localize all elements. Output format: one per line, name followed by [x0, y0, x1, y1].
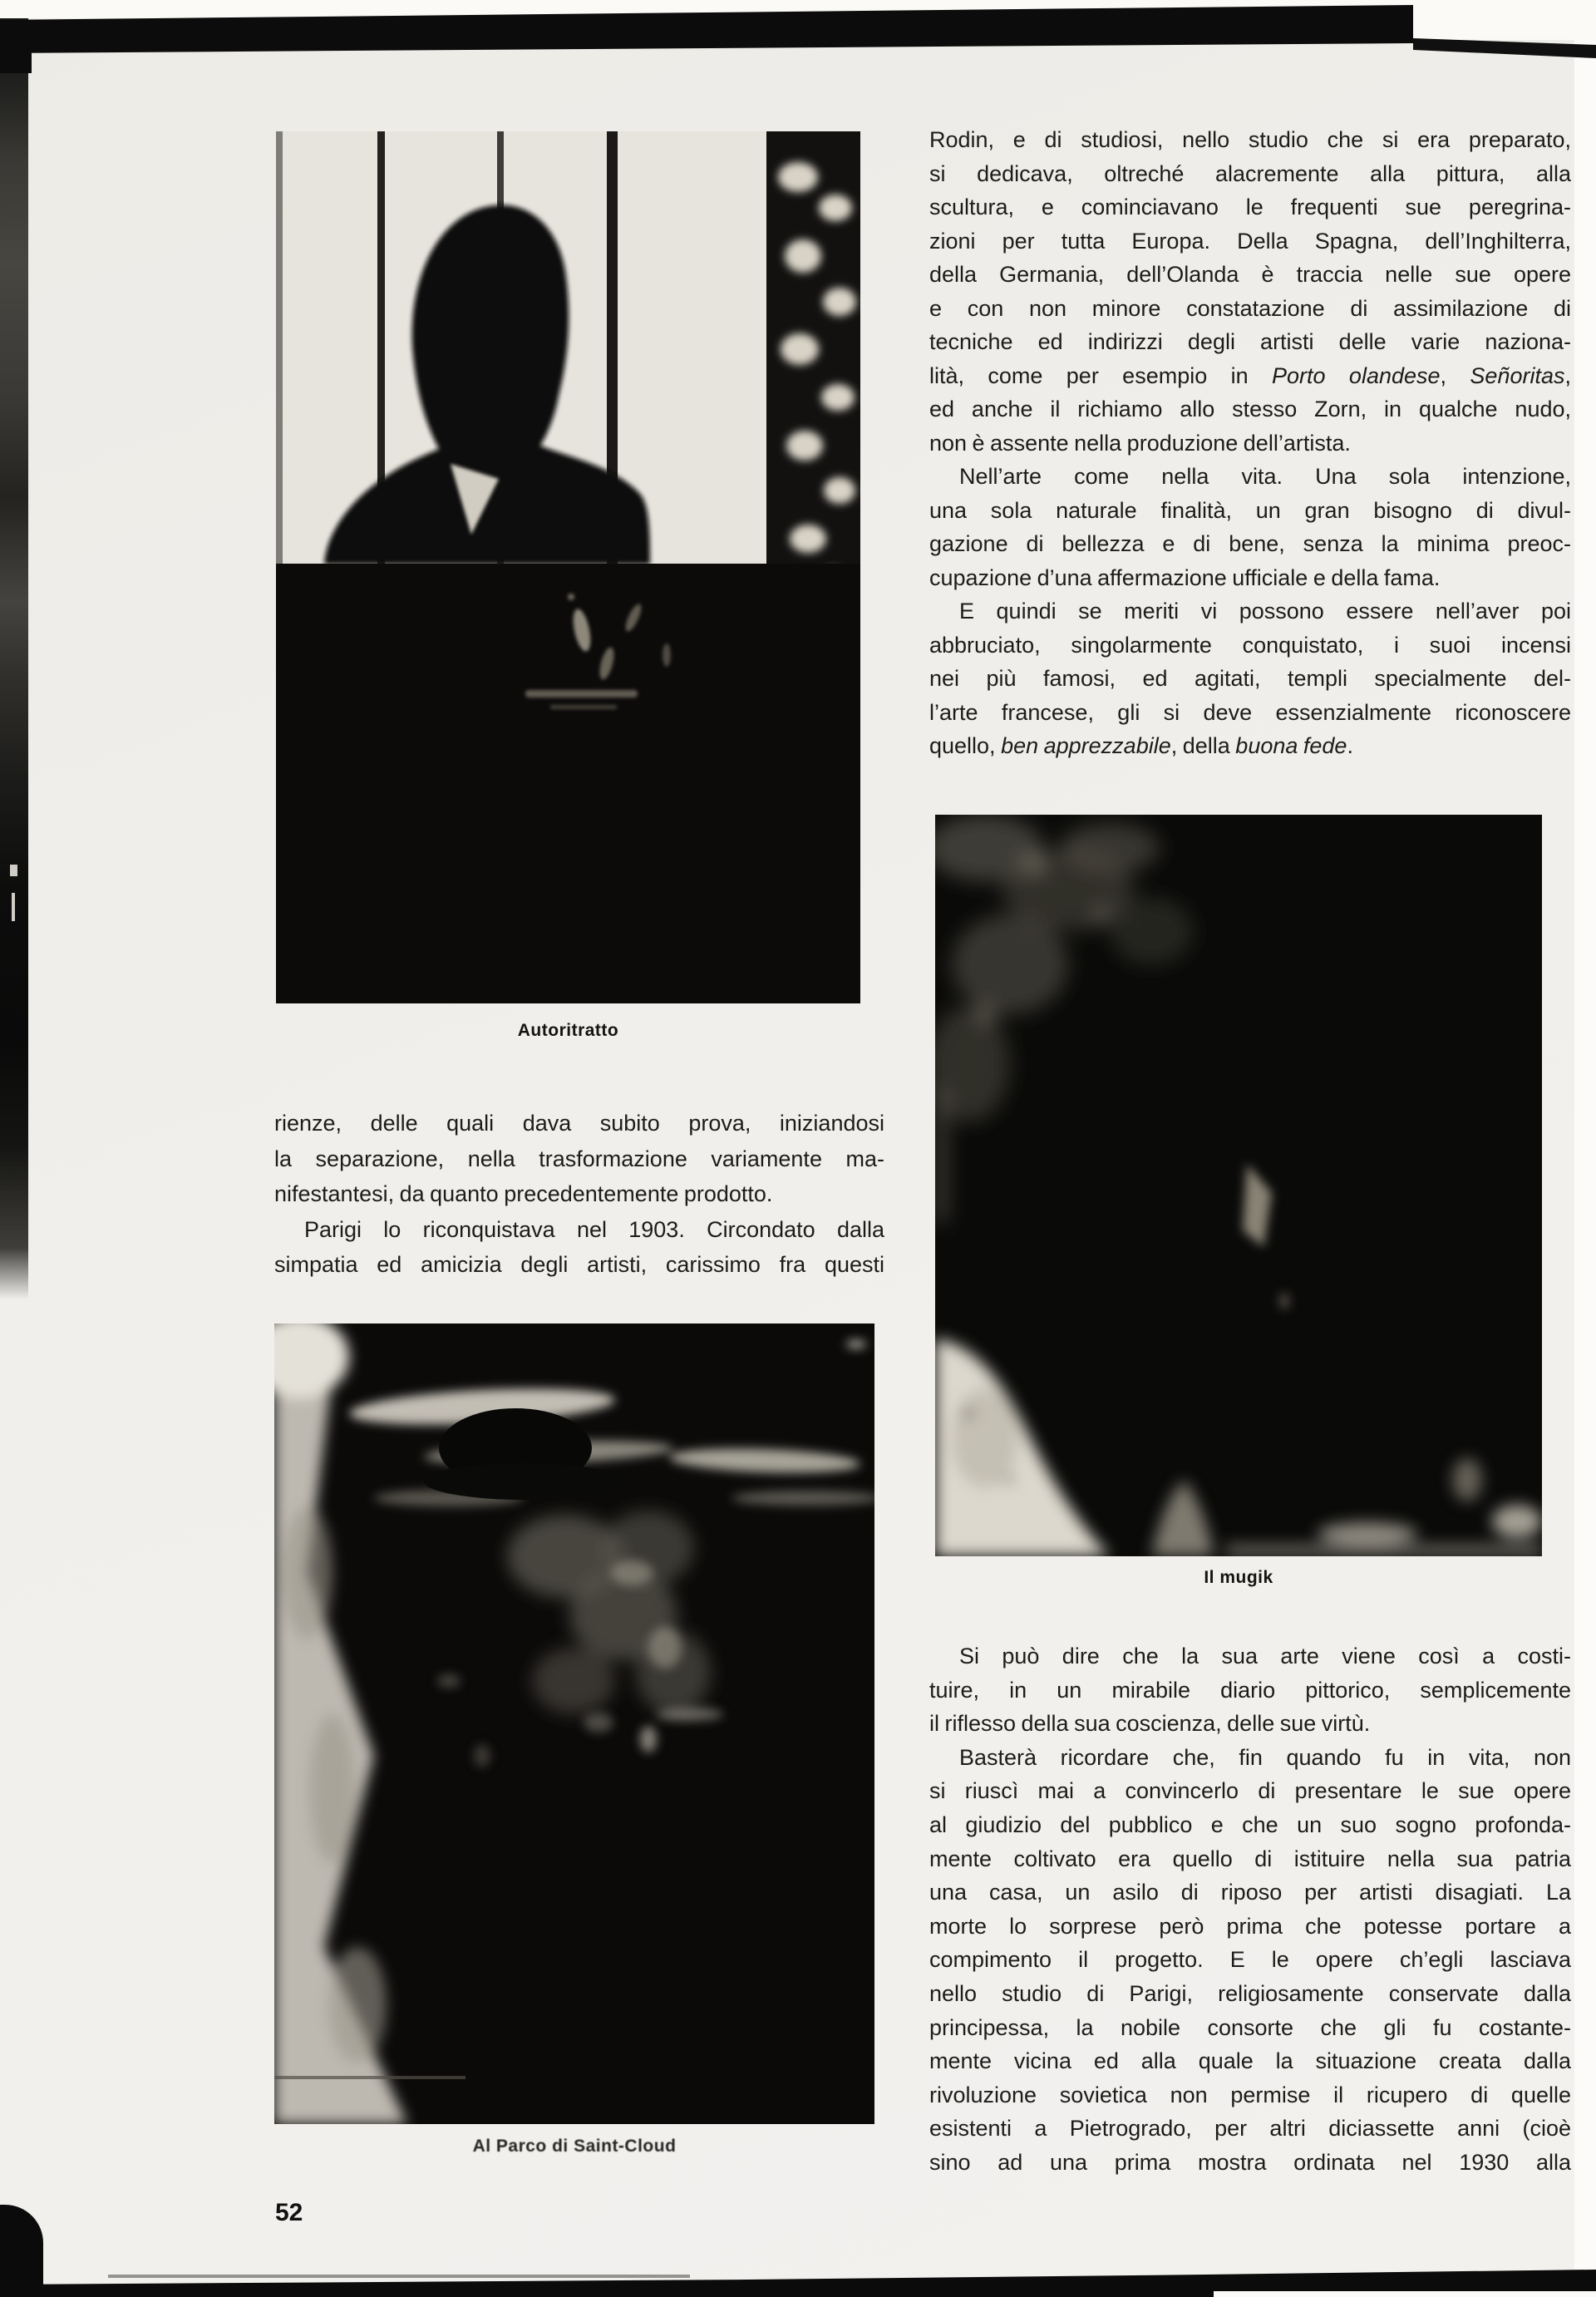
figure-autoritratto: [276, 131, 860, 1003]
text-line: si riuscì mai a convincerlo di presentare le sue opere: [929, 1778, 1571, 1804]
text-line: non è assente nella produzione dell’artista.: [929, 430, 1351, 456]
text-line: nei più famosi, ed agitati, templi specialmente del-: [929, 666, 1571, 691]
caption-il-mugik: Il mugik: [1204, 1568, 1273, 1587]
paragraph: [929, 594, 1571, 763]
text-line: esistenti a Pietrogrado, per altri diciassette anni (cioè: [929, 2116, 1571, 2142]
text-line: una sola naturale finalità, un gran bisogno di divul-: [929, 497, 1571, 523]
text-line: morte lo sorprese però prima che potesse portare a: [929, 1913, 1571, 1939]
text-line: rienze, delle quali dava subito prova, iniziandosi: [274, 1111, 884, 1136]
text-line: Parigi lo riconquistava nel 1903. Circondato dalla: [304, 1216, 884, 1242]
text-line: E quindi se meriti vi possono essere nell’aver poi: [959, 599, 1571, 624]
paragraph: [274, 1212, 884, 1283]
column-left-middle: [274, 1106, 884, 1283]
text-line: cupazione d’una affermazione ufficiale e della fama.: [929, 564, 1441, 590]
text-line: la separazione, nella trasformazione variamente ma-: [274, 1146, 884, 1171]
paragraph: [929, 1639, 1571, 1741]
text-line: si dedicava, oltreché alacremente alla pittura, alla: [929, 160, 1571, 186]
page-number: 52: [275, 2199, 303, 2226]
text-line: lità, come per esempio in Porto olandese, Señoritas,: [929, 362, 1572, 388]
text-line: e con non minore constatazione di assimilazione di: [929, 295, 1571, 321]
saint-cloud-painting-image: [274, 1323, 874, 2124]
text-line: una casa, un asilo di riposo per artisti disagiati. La: [929, 1880, 1571, 1905]
text-line: quello, ben apprezzabile, della buona fede.: [929, 733, 1353, 758]
text-line: Si può dire che la sua arte viene così a costi-: [959, 1644, 1571, 1669]
text-line: il riflesso della sua coscienza, delle sue virtù.: [929, 1711, 1371, 1737]
text-line: sino ad una prima mostra ordinata nel 1930 alla: [929, 2149, 1571, 2175]
scan-binding-shadow: [0, 7, 28, 1299]
scan-right-margin: [1574, 0, 1596, 2297]
caption-autoritratto: Autoritratto: [517, 1021, 619, 1040]
text-line: Rodin, e di studiosi, nello studio che si era preparato,: [929, 127, 1571, 152]
text-line: simpatia ed amicizia degli artisti, carissimo fra questi: [274, 1252, 884, 1278]
text-line: l’arte francese, gli si deve essenzialmente riconoscere: [929, 699, 1571, 725]
scan-mark: [10, 865, 17, 876]
text-line: tecniche ed indirizzi degli artisti delle varie naziona-: [929, 329, 1571, 354]
column-right-bottom: [929, 1639, 1571, 2180]
caption-al-parco-di-saint-cloud: Al Parco di Saint-Cloud: [472, 2137, 677, 2156]
text-line: al giudizio del pubblico e che un suo sogno profonda-: [929, 1811, 1571, 1837]
text-line: zioni per tutta Europa. Della Spagna, dell’Inghilterra,: [929, 228, 1571, 254]
top-thin-line: [1413, 38, 1596, 58]
text-line: abbruciato, singolarmente conquistato, i suoi incensi: [929, 632, 1571, 658]
paragraph: [929, 1741, 1571, 2180]
bottom-black-band: [0, 2270, 1596, 2297]
paragraph: [274, 1106, 884, 1212]
figure-il-mugik: [935, 815, 1542, 1556]
figure-al-parco-di-saint-cloud: [274, 1323, 874, 2124]
leaded-glass-panel: [766, 131, 860, 599]
text-line: tuire, in un mirabile diario pittorico, semplicemente: [929, 1677, 1571, 1703]
top-black-band: [0, 5, 1413, 53]
text-line: scultura, e cominciavano le frequenti sue peregrina-: [929, 195, 1571, 219]
text-line: della Germania, dell’Olanda è traccia nelle sue opere: [929, 262, 1571, 287]
text-line: Nell’arte come nella vita. Una sola intenzione,: [959, 464, 1571, 489]
text-line: compimento il progetto. E le opere ch’egli lasciava: [929, 1947, 1571, 1973]
il-mugik-painting-image: [935, 815, 1542, 1556]
autoritratto-painting-image: [276, 131, 860, 1003]
scan-corner-shadow: [0, 2205, 43, 2297]
text-line: nifestantesi, da quanto precedentemente prodotto.: [274, 1181, 773, 1207]
text-line: gazione di bellezza e di bene, senza la minima preoc-: [929, 531, 1571, 556]
text-line: mente vicina ed alla quale la situazione creata dalla: [929, 2048, 1571, 2074]
text-line: Basterà ricordare che, fin quando fu in vita, non: [959, 1744, 1571, 1770]
paragraph: [929, 460, 1571, 594]
text-line: principessa, la nobile consorte che gli fu costante-: [929, 2014, 1571, 2040]
scan-mark: [12, 893, 15, 921]
text-line: nello studio di Parigi, religiosamente conservate dalla: [929, 1980, 1571, 2006]
text-line: rivoluzione sovietica non permise il ricupero di quelle: [929, 2082, 1571, 2107]
column-right-top: [929, 123, 1571, 763]
text-line: mente coltivato era quello di istituire nella sua patria: [929, 1846, 1571, 1871]
text-line: ed anche il richiamo allo stesso Zorn, in qualche nudo,: [929, 397, 1571, 421]
paragraph: [929, 123, 1571, 460]
